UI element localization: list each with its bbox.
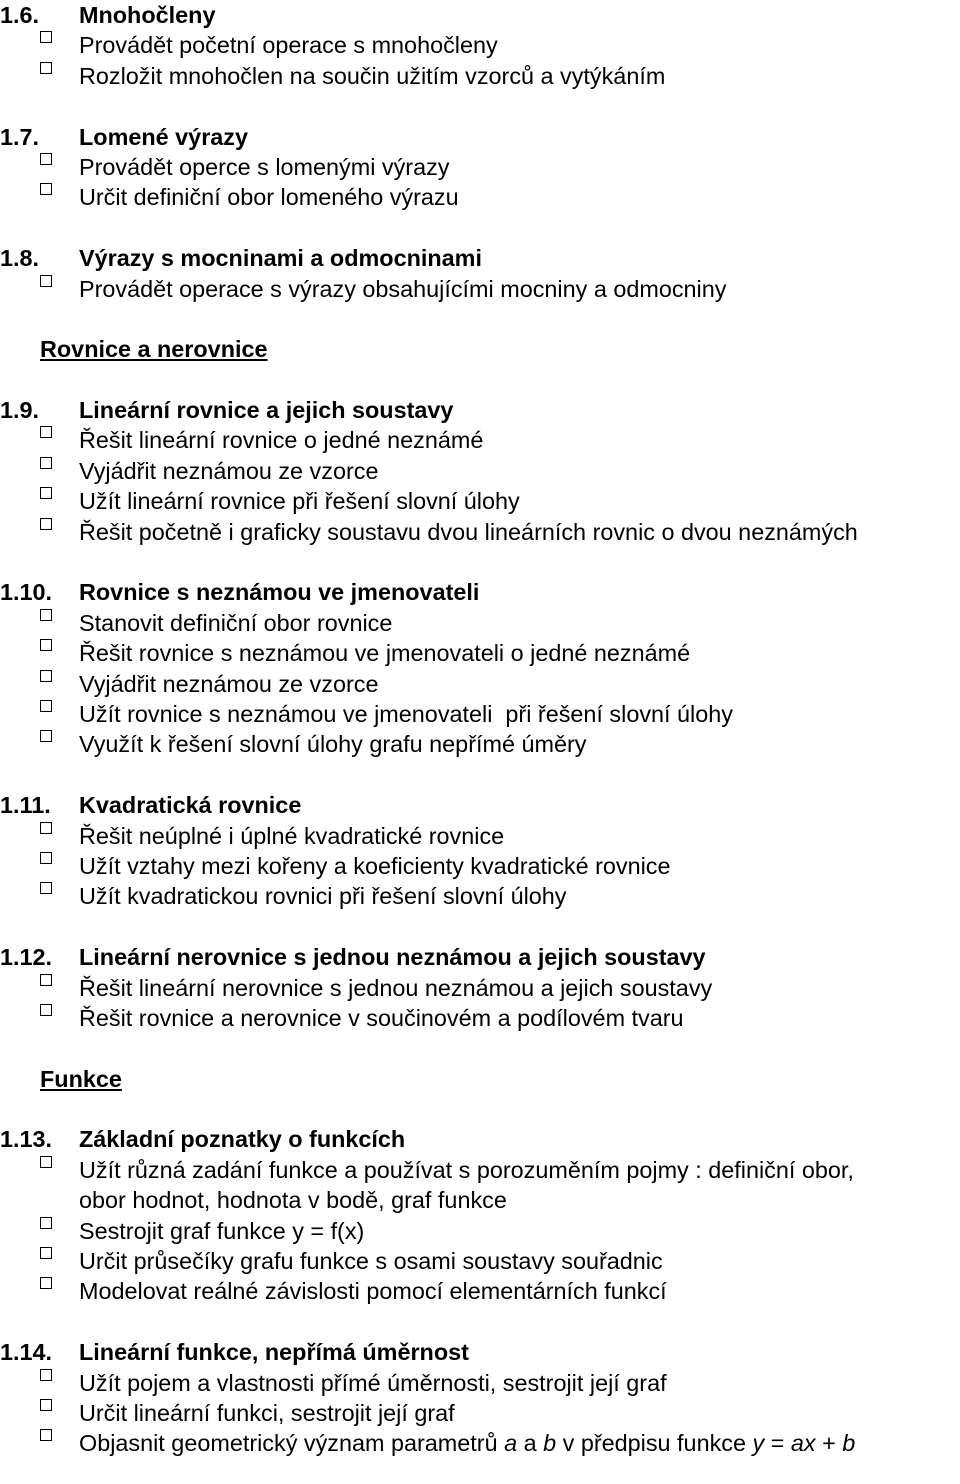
section-title: Rovnice s neznámou ve jmenovateli — [79, 579, 480, 606]
list-item — [0, 1155, 960, 1185]
checkbox-icon — [40, 62, 52, 74]
section-number: 1.13. — [0, 1126, 53, 1153]
list-item — [0, 699, 960, 729]
list-item — [0, 851, 960, 881]
item-text: Stanovit definiční obor rovnice — [79, 609, 393, 636]
section-number: 1.6. — [0, 2, 40, 28]
item-text: Řešit rovnice s neznámou ve jmenovateli o jedné neznámé — [79, 640, 691, 667]
checkbox-icon — [40, 31, 52, 43]
checkbox-icon — [40, 822, 52, 834]
item-text: Užít kvadratickou rovnici při řešení slovní úlohy — [79, 883, 567, 910]
list-item — [0, 821, 960, 851]
checkbox-icon — [40, 852, 52, 864]
checkbox-icon — [40, 426, 52, 438]
section-title: Lomené výrazy — [79, 123, 249, 150]
section-heading — [0, 790, 960, 820]
item-text: Řešit lineární nerovnice s jednou neznámou a jejich soustavy — [79, 974, 713, 1001]
section-number: 1.14. — [0, 1339, 53, 1366]
list-item — [0, 517, 960, 547]
list-item — [0, 61, 960, 91]
list-item — [0, 608, 960, 638]
list-item — [0, 486, 960, 516]
list-item — [0, 1398, 960, 1428]
section-number: 1.11. — [0, 792, 51, 819]
item-text: Provádět početní operace s mnohočleny — [79, 32, 498, 59]
item-text: Využít k řešení slovní úlohy grafu nepřímé úměry — [79, 731, 587, 758]
list-item — [0, 152, 960, 182]
item-text: Užít různá zadání funkce a používat s porozuměním pojmy : definiční obor, — [79, 1156, 854, 1183]
checkbox-icon — [40, 1247, 52, 1259]
checkbox-icon — [40, 183, 52, 195]
list-item — [0, 1003, 960, 1033]
checkbox-icon — [40, 974, 52, 986]
list-item — [0, 182, 960, 212]
list-item — [0, 638, 960, 668]
section-title: Kvadratická rovnice — [79, 792, 302, 819]
checkbox-icon — [40, 670, 52, 682]
section-title: Lineární funkce, nepřímá úměrnost — [79, 1339, 469, 1366]
checkbox-icon — [40, 1429, 52, 1441]
list-item — [0, 1368, 960, 1398]
section-heading — [0, 243, 960, 273]
checkbox-icon — [40, 275, 52, 287]
list-item-continuation: obor hodnot, hodnota v bodě, graf funkce — [79, 1187, 507, 1214]
item-text: Vyjádřit neznámou ze vzorce — [79, 457, 379, 484]
item-text: Určit lineární funkci, sestrojit její graf — [79, 1399, 455, 1426]
list-item — [0, 1428, 960, 1458]
section-heading — [0, 1337, 960, 1367]
list-item — [0, 973, 960, 1003]
item-text: Užít pojem a vlastnosti přímé úměrnosti, sestrojit její graf — [79, 1369, 667, 1396]
item-text: Určit průsečíky grafu funkce s osami soustavy souřadnic — [79, 1248, 663, 1275]
item-text: Rozložit mnohočlen na součin užitím vzorců a vytýkáním — [79, 62, 666, 89]
list-item — [0, 425, 960, 455]
section-heading — [0, 577, 960, 607]
checkbox-icon — [40, 1277, 52, 1289]
item-text: Provádět operace s výrazy obsahujícími mocniny a odmocniny — [79, 275, 727, 302]
item-text: Užít lineární rovnice při řešení slovní úlohy — [79, 488, 520, 515]
chapter-heading: Rovnice a nerovnice — [40, 336, 268, 363]
section-number: 1.10. — [0, 579, 53, 606]
list-item — [0, 274, 960, 304]
item-text: Provádět operce s lomenými výrazy — [79, 153, 450, 180]
item-text: Sestrojit graf funkce y = f(x) — [79, 1217, 365, 1244]
checkbox-icon — [40, 1156, 52, 1168]
item-text: Objasnit geometrický význam parametrů a a b v předpisu funkce y = ax + b — [79, 1430, 856, 1457]
checkbox-icon — [40, 609, 52, 621]
section-title: Lineární rovnice a jejich soustavy — [79, 397, 454, 424]
item-text: Užít vztahy mezi kořeny a koeficienty kvadratické rovnice — [79, 852, 671, 879]
item-text: Určit definiční obor lomeného výrazu — [79, 184, 459, 211]
section-heading — [0, 0, 960, 30]
list-item — [0, 1216, 960, 1246]
item-text: Vyjádřit neznámou ze vzorce — [79, 670, 379, 697]
chapter-heading: Funkce — [40, 1065, 122, 1092]
list-item — [0, 881, 960, 911]
item-text: Řešit rovnice a nerovnice v součinovém a podílovém tvaru — [79, 1004, 684, 1031]
section-heading — [0, 1124, 960, 1154]
checkbox-icon — [40, 1004, 52, 1016]
section-heading — [0, 122, 960, 152]
list-item — [0, 669, 960, 699]
checkbox-icon — [40, 487, 52, 499]
section-number: 1.8. — [0, 245, 40, 272]
checkbox-icon — [40, 1399, 52, 1411]
item-text: Řešit neúplné i úplné kvadratické rovnice — [79, 822, 505, 849]
section-number: 1.7. — [0, 123, 40, 150]
checkbox-icon — [40, 730, 52, 742]
item-text: Užít rovnice s neznámou ve jmenovateli při řešení slovní úlohy — [79, 700, 733, 727]
checkbox-icon — [40, 700, 52, 712]
section-title: Lineární nerovnice s jednou neznámou a jejich soustavy — [79, 944, 706, 971]
checkbox-icon — [40, 1217, 52, 1229]
section-title: Výrazy s mocninami a odmocninami — [79, 245, 482, 272]
section-number: 1.12. — [0, 944, 53, 971]
item-text: Modelovat reálné závislosti pomocí elementárních funkcí — [79, 1278, 667, 1305]
list-item — [0, 456, 960, 486]
checkbox-icon — [40, 153, 52, 165]
list-item — [0, 729, 960, 759]
checkbox-icon — [40, 882, 52, 894]
list-item — [0, 1276, 960, 1306]
item-text: Řešit lineární rovnice o jedné neznámé — [79, 427, 484, 454]
list-item — [0, 30, 960, 60]
checkbox-icon — [40, 457, 52, 469]
item-text: Řešit početně i graficky soustavu dvou lineárních rovnic o dvou neznámých — [79, 518, 858, 545]
checkbox-icon — [40, 518, 52, 530]
checkbox-icon — [40, 1369, 52, 1381]
section-title: Základní poznatky o funkcích — [79, 1126, 406, 1153]
section-title: Mnohočleny — [79, 2, 216, 28]
checkbox-icon — [40, 639, 52, 651]
section-heading — [0, 395, 960, 425]
section-heading — [0, 942, 960, 972]
list-item — [0, 1246, 960, 1276]
section-number: 1.9. — [0, 397, 40, 424]
